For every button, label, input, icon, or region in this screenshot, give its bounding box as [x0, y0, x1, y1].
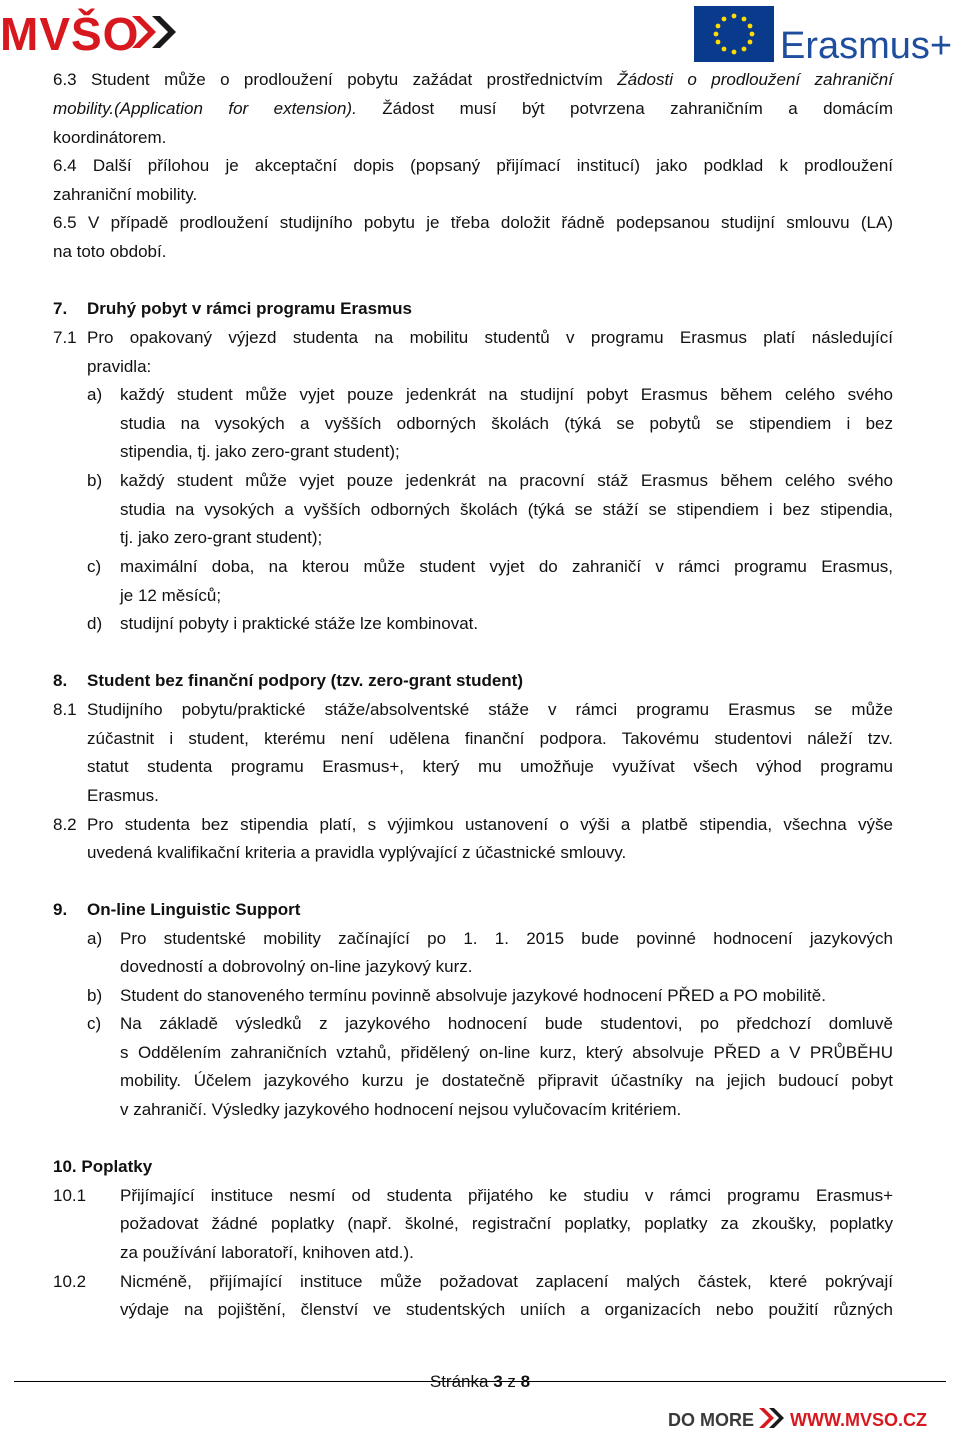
- mvso-logo: [0, 6, 190, 62]
- list-line: mobility. Účelem jazykového kurzu je dostatečně připravit účastníky na jejich budoucí pobyt: [120, 1071, 893, 1090]
- list-line: Přijímající instituce nesmí od studenta přijatého ke studiu v rámci programu Erasmus+: [120, 1186, 893, 1205]
- paragraph-6-4-line-2: zahraniční mobility.: [53, 185, 198, 204]
- paragraph-8-1-number: 8.1: [53, 700, 77, 719]
- section-8-number: 8.: [53, 671, 68, 690]
- chevron-right-icon: [759, 1408, 774, 1428]
- list-marker: 10.2: [53, 1272, 87, 1291]
- italic-request-name: Žádosti o prodloužení zahraniční: [617, 70, 893, 89]
- list-line: v zahraničí. Výsledky jazykového hodnocení nejsou vylučovacím kritériem.: [120, 1100, 682, 1119]
- list-marker: d): [87, 614, 103, 633]
- list-marker: b): [87, 986, 103, 1005]
- list-line: každý student může vyjet pouze jedenkrát na pracovní stáž Erasmus během celého svého: [120, 471, 893, 490]
- list-marker: a): [87, 385, 103, 404]
- list-line: tj. jako zero-grant student);: [120, 528, 323, 547]
- list-marker: b): [87, 471, 103, 490]
- list-line: Student do stanoveného termínu povinně absolvuje jazykové hodnocení PŘED a PO mobilitě.: [120, 986, 826, 1005]
- list-marker: a): [87, 929, 103, 948]
- paragraph-line: Studijního pobytu/praktické stáže/absolventské stáže v rámci programu Erasmus se může: [87, 700, 893, 719]
- paragraph-6-3-line-2: mobility.(Application for extension). Žádost musí být potvrzena zahraničním a domácím: [53, 99, 893, 118]
- list-line: každý student může vyjet pouze jedenkrát na studijní pobyt Erasmus během celého svého: [120, 385, 893, 404]
- section-10-heading: 10. Poplatky: [53, 1157, 153, 1176]
- list-line: maximální doba, na kterou může student vyjet do zahraničí v rámci programu Erasmus,: [120, 557, 893, 576]
- erasmus-logo-text: Erasmus+: [780, 25, 953, 64]
- list-line: požadovat žádné poplatky (např. školné, registrační poplatky, poplatky za zkoušky, poplatky: [120, 1214, 893, 1233]
- section-7-number: 7.: [53, 299, 68, 318]
- page-number: Stránka 3 z 8: [429, 1372, 531, 1391]
- list-marker: c): [87, 1014, 102, 1033]
- paragraph-line: Pro studenta bez stipendia platí, s výjimkou ustanovení o výši a platbě stipendia, všechna výše: [87, 815, 893, 834]
- list-line: je 12 měsíců;: [120, 586, 222, 605]
- paragraph-8-2-number: 8.2: [53, 815, 77, 834]
- list-line: Nicméně, přijímající instituce může požadovat zaplacení malých částek, které pokrývají: [120, 1272, 893, 1291]
- list-line: Na základě výsledků z jazykového hodnocení bude studentovi, po předchozí domluvě: [120, 1014, 893, 1033]
- section-9-number: 9.: [53, 900, 68, 919]
- current-page: 3: [493, 1372, 503, 1391]
- list-marker: c): [87, 557, 102, 576]
- total-pages: 8: [520, 1372, 531, 1391]
- list-line: studia na vysokých a vyšších odborných školách (týká se stáží se stipendiem i bez stipendia,: [120, 500, 893, 519]
- list-line: studijní pobyty i praktické stáže lze kombinovat.: [120, 614, 479, 633]
- list-line: dovedností a dobrovolný on-line jazykový kurz.: [120, 957, 473, 976]
- paragraph-7-1-line-1: Pro opakovaný výjezd studenta na mobilitu studentů v programu Erasmus platí následující: [87, 328, 893, 347]
- list-line: za používání laboratoří, knihoven atd.).: [120, 1243, 414, 1262]
- list-line: Pro studentské mobility začínající po 1. 1. 2015 bude povinné hodnocení jazykových: [120, 929, 893, 948]
- erasmus-plus-logo: [692, 4, 960, 64]
- paragraph-6-5-line-2: na toto období.: [53, 242, 167, 261]
- footer-website: WWW.MVSO.CZ: [790, 1410, 927, 1430]
- paragraph-7-1-line-2: pravidla:: [87, 357, 152, 376]
- paragraph-7-1-number: 7.1: [53, 328, 77, 347]
- paragraph-line: zúčastnit i student, kterému není udělena finanční podpora. Takovému studentovi náleží tzv.: [87, 729, 893, 748]
- paragraph-line: Erasmus.: [87, 786, 159, 805]
- section-9-heading: On-line Linguistic Support: [87, 900, 301, 919]
- list-line: výdaje na pojištění, členství ve studentských uniích a organizacích nebo použití různých: [120, 1300, 893, 1319]
- paragraph-6-5-line-1: 6.5 V případě prodloužení studijního pobytu je třeba doložit řádně podepsanou studijní smlouvu (LA): [53, 213, 893, 232]
- list-marker: 10.1: [53, 1186, 87, 1205]
- list-line: stipendia, tj. jako zero-grant student);: [120, 442, 400, 461]
- section-7-heading: Druhý pobyt v rámci programu Erasmus: [87, 299, 412, 318]
- paragraph-line: uvedená kvalifikační kriteria a pravidla vyplývající z účastnické smlouvy.: [87, 843, 627, 862]
- footer-slogan: DO MORE: [668, 1410, 755, 1430]
- list-line: studia na vysokých a vyšších odborných školách (týká se pobytů se stipendiem i bez: [120, 414, 893, 433]
- list-line: s Oddělením zahraničních vztahů, přidělený on-line kurz, který absolvuje PŘED a V PRŮBĚHU: [120, 1043, 893, 1062]
- section-8-heading: Student bez finanční podpory (tzv. zero-grant student): [87, 671, 524, 690]
- mvso-logo-text: MVŠO: [0, 8, 140, 60]
- paragraph-6-3-line-1: 6.3 Student může o prodloužení pobytu zažádat prostřednictvím Žádosti o prodloužení zahraniční: [53, 70, 893, 89]
- paragraph-6-4-line-1: 6.4 Další přílohou je akceptační dopis (popsaný přijímací institucí) jako podklad k prodloužení: [53, 156, 893, 175]
- paragraph-6-3-line-3: koordinátorem.: [53, 128, 167, 147]
- paragraph-line: statut studenta programu Erasmus+, který mu umožňuje využívat všech výhod programu: [87, 757, 893, 776]
- footer-brand: [668, 1403, 948, 1433]
